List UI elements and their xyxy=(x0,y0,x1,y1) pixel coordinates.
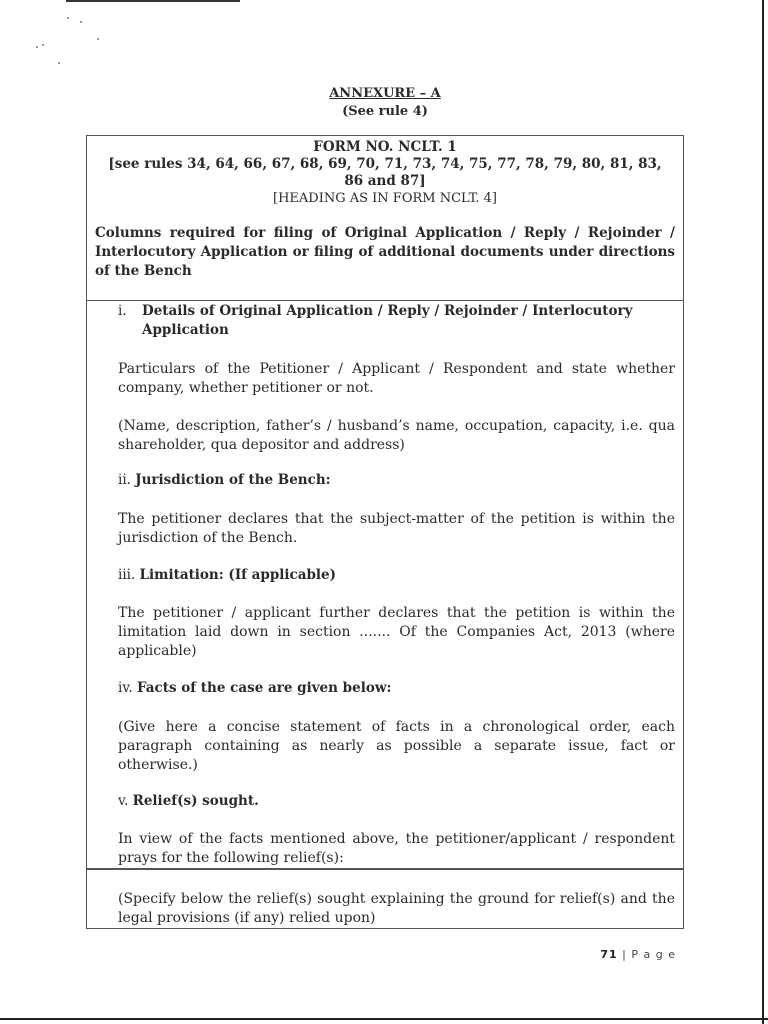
page-bottom-edge xyxy=(0,1018,768,1020)
section-paragraph: (Name, description, father’s / husband’s name, occupation, capacity, i.e. qua shareholder, qua depositor and address) xyxy=(118,418,675,453)
page-footer xyxy=(600,948,676,961)
section-heading xyxy=(118,566,675,585)
columns-required-text: Columns required for filing of Original Application / Reply / Rejoinder / Interlocutory Application or filing of additional documents under directions of the Bench xyxy=(95,225,675,279)
scan-speck xyxy=(36,46,38,48)
top-edge-line xyxy=(66,0,240,2)
relief-instruction: (Specify below the relief(s) sought explaining the ground for relief(s) and the legal provisions (if any) relied upon) xyxy=(118,891,675,926)
page-separator: | xyxy=(622,948,627,961)
section-title: Details of Original Application / Reply / Rejoinder / Interlocutory Application xyxy=(142,303,633,338)
form-rules: [see rules 34, 64, 66, 67, 68, 69, 70, 71, 73, 74, 75, 77, 78, 79, 80, 81, 83, 86 and 87] xyxy=(108,156,662,189)
section-paragraph: Particulars of the Petitioner / Applicant / Respondent and state whether company, whether petitioner or not. xyxy=(118,361,675,396)
section-paragraph: The petitioner declares that the subject-matter of the petition is within the jurisdiction of the Bench. xyxy=(118,511,675,546)
section-heading xyxy=(118,471,675,490)
section-paragraph: The petitioner / applicant further declares that the petition is within the limitation laid down in section ....... Of the Companies Act, 2013 (where applicable) xyxy=(118,605,675,659)
section-title: Limitation: (If applicable) xyxy=(139,567,337,583)
section-number: ii. xyxy=(118,472,131,488)
section-paragraph: (Give here a concise statement of facts in a chronological order, each paragraph containing as nearly as possible a separate issue, fact or otherwise.) xyxy=(118,719,675,773)
form-body-box xyxy=(86,301,684,869)
scan-speck xyxy=(97,38,99,40)
section-title: Jurisdiction of the Bench: xyxy=(135,472,331,488)
annexure-subtitle: (See rule 4) xyxy=(342,104,428,119)
scan-speck xyxy=(42,44,44,46)
form-header-box xyxy=(86,135,684,301)
page-right-edge xyxy=(762,0,764,1024)
page-number: 71 xyxy=(600,948,618,961)
section-number: i. xyxy=(118,303,127,319)
page-label: P a g e xyxy=(631,948,676,961)
relief-box xyxy=(86,869,684,929)
scan-speck xyxy=(80,21,82,23)
section-paragraph: In view of the facts mentioned above, the petitioner/applicant / respondent prays for the following relief(s): xyxy=(118,831,675,866)
form-number: FORM NO. NCLT. 1 xyxy=(313,139,457,155)
annexure-title: ANNEXURE – A xyxy=(329,86,441,101)
form-heading-note: [HEADING AS IN FORM NCLT. 4] xyxy=(273,191,497,206)
section-title: Relief(s) sought. xyxy=(132,793,259,809)
section-title: Facts of the case are given below: xyxy=(136,680,392,696)
section-number: iv. xyxy=(118,680,133,696)
section-number: v. xyxy=(118,793,129,809)
section-heading xyxy=(118,679,675,698)
section-number: iii. xyxy=(118,567,136,583)
scan-speck xyxy=(58,62,60,64)
section-heading xyxy=(118,792,675,811)
section-heading xyxy=(118,302,675,340)
scan-speck xyxy=(67,17,69,19)
